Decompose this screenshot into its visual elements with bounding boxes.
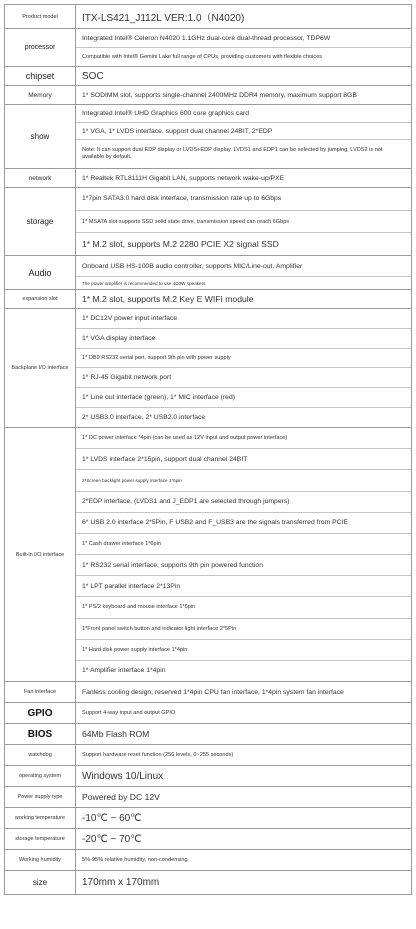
label-working-humidity: Working humidity: [4, 850, 76, 870]
backplane-line: 1* DB9 RS232 serial port, support 9th pin with power supply: [76, 348, 411, 368]
value-fan-interface: Fanless cooling design, reserved 1*4pin CPU fan interface, 1*4pin system fan interface: [82, 688, 344, 696]
label-show: show: [4, 105, 76, 168]
value-watchdog: Support hardware reset function (256 levels, 0~255 seconds): [82, 752, 234, 758]
audio-line: Onboard USB HS-100B audio controller, supports MIC/Line-out. Amplifier: [82, 262, 303, 270]
value-bios: 64Mb Flash ROM: [82, 729, 150, 739]
value-storage-temperature: -20℃ ~ 70℃: [82, 833, 142, 845]
value-power-supply: Powered by DC 12V: [82, 792, 160, 802]
row-builtin-io: [4, 428, 412, 682]
label-working-temperature: working temperature: [4, 808, 76, 828]
row-working-humidity: [4, 850, 412, 871]
builtin-line: 2*Screen backlight power supply interface 1*6pin: [76, 469, 411, 490]
builtin-line: 1* RS232 serial interface, supports 9th pin powered function: [76, 554, 411, 575]
label-builtin-io: Built-in I/O interface: [4, 428, 76, 681]
row-audio: [4, 256, 412, 290]
label-storage: storage: [4, 188, 76, 255]
row-expansion-slot: [4, 290, 412, 309]
storage-line: 1*7pin SATA3.0 hard disk interface, transmission rate up to 6Gbps: [82, 195, 282, 203]
row-storage: [4, 188, 412, 256]
show-line: Note: It can support dual EDP display or LVDS+EDP display. LVDS1 and EDP1 can be selected by jumping, LVDS2 is not available by default.: [76, 139, 411, 168]
label-fan-interface: Fan interface: [4, 682, 76, 702]
backplane-line: 1* VGA display interface: [76, 328, 411, 348]
builtin-line: 1* PS/2 keyboard and mouse interface 1*6pin: [76, 596, 411, 617]
row-working-temperature: [4, 808, 412, 829]
label-chipset: chipset: [4, 67, 76, 85]
row-operating-system: [4, 766, 412, 787]
value-working-temperature: -10℃ ~ 60℃: [82, 812, 142, 824]
row-chipset: [4, 67, 412, 86]
row-bios: [4, 724, 412, 745]
processor-line: Compatible with Intel® Gemini Lake full range of CPUs, providing customers with flexible choices: [76, 47, 411, 66]
builtin-line: 1* DC power interface *4pin (can be used as 12V input and output power interface): [82, 435, 288, 442]
backplane-line: 1* Line out interface (green), 1* MIC interface (red): [76, 387, 411, 407]
row-network: [4, 169, 412, 188]
label-gpio: GPIO: [4, 703, 76, 723]
row-backplane-io: [4, 309, 412, 428]
builtin-line: 1* LVDS interface 2*15pin, support dual channel 24BIT: [76, 448, 411, 469]
value-product-model: ITX-LS421_J112L VER:1.0（N4020): [82, 13, 245, 24]
value-size: 170mm x 170mm: [82, 877, 160, 888]
row-memory: [4, 86, 412, 105]
row-watchdog: [4, 745, 412, 766]
audio-line: The power amplifier is recommended to use 4Ω3W speakers: [76, 276, 411, 289]
value-chipset: SOC: [82, 70, 104, 82]
label-memory: Memory: [4, 86, 76, 104]
row-power-supply: [4, 787, 412, 808]
value-network: 1* Realtek RTL8111H Gigabit LAN, supports network wake-up/PXE: [82, 174, 285, 182]
label-power-supply: Power supply type: [4, 787, 76, 807]
spec-table: [4, 4, 412, 895]
processor-line: Integrated Intel® Celeron N4020 1.1GHz dual-core dual-thread processor, TDP6W: [82, 34, 331, 42]
row-product-model: [4, 5, 412, 29]
label-expansion-slot: expansion slot: [4, 290, 76, 308]
row-gpio: [4, 703, 412, 724]
builtin-line: 6* USB 2.0 interface 2*5Pin, F USB2 and F_USB3 are the signals transferred from PCIE: [76, 512, 411, 533]
row-size: [4, 871, 412, 895]
label-storage-temperature: storage temperature: [4, 829, 76, 849]
value-memory: 1* SODIMM slot, supports single-channel 2400MHz DDR4 memory, maximum support 8GB: [82, 91, 357, 99]
builtin-line: 1* LPT parallel interface 2*13Pin: [76, 575, 411, 596]
row-storage-temperature: [4, 829, 412, 850]
value-working-humidity: 5%-95% relative humidity, non-condensing: [82, 857, 188, 863]
label-operating-system: operating system: [4, 766, 76, 786]
value-gpio: Support 4-way input and output GPIO: [82, 710, 176, 716]
value-expansion-slot: 1* M.2 slot, supports M.2 Key E WIFI module: [82, 294, 254, 304]
label-size: size: [4, 871, 76, 894]
show-line: Integrated Intel® UHD Graphics 600 core graphics card: [82, 110, 250, 117]
storage-line: 1* M.2 slot, supports M.2 2280 PCIE X2 signal SSD: [76, 232, 411, 255]
label-network: network: [4, 169, 76, 187]
show-line: 1* VGA, 1* LVDS interface, support dual channel 24BIT, 2*EDP: [76, 122, 411, 139]
value-operating-system: Windows 10/Linux: [82, 770, 164, 782]
label-watchdog: watchdog: [4, 745, 76, 765]
builtin-line: 1* Cash drawer interface 1*6pin: [76, 533, 411, 554]
label-audio: Audio: [4, 256, 76, 289]
builtin-line: 1*Front panel switch button and indicator light interface 2*5Pin: [76, 618, 411, 639]
builtin-line: 2*EDP interface, (LVDS1 and J_EDP1 are selected through jumpers): [76, 491, 411, 512]
label-bios: BIOS: [4, 724, 76, 744]
label-backplane-io: Backplane I/O interface: [4, 309, 76, 427]
label-product-model: Product model: [4, 5, 76, 28]
backplane-line: 1* DC12V power input interface: [82, 314, 178, 322]
label-processor: processor: [4, 29, 76, 66]
backplane-line: 1* RJ-45 Gigabit network port: [76, 367, 411, 387]
row-processor: [4, 29, 412, 67]
row-show: [4, 105, 412, 169]
builtin-line: 1* Hard disk power supply interface 1*4pin: [76, 639, 411, 660]
backplane-line: 2* USB3.0 interface, 2* USB2.0 interface: [76, 407, 411, 427]
builtin-line: 1* Amplifier interface 1*4pin: [76, 660, 411, 681]
row-fan-interface: [4, 682, 412, 703]
storage-line: 1* MSATA slot supports SSD solid state drive, transmission speed can reach 6Gbps: [76, 210, 411, 233]
